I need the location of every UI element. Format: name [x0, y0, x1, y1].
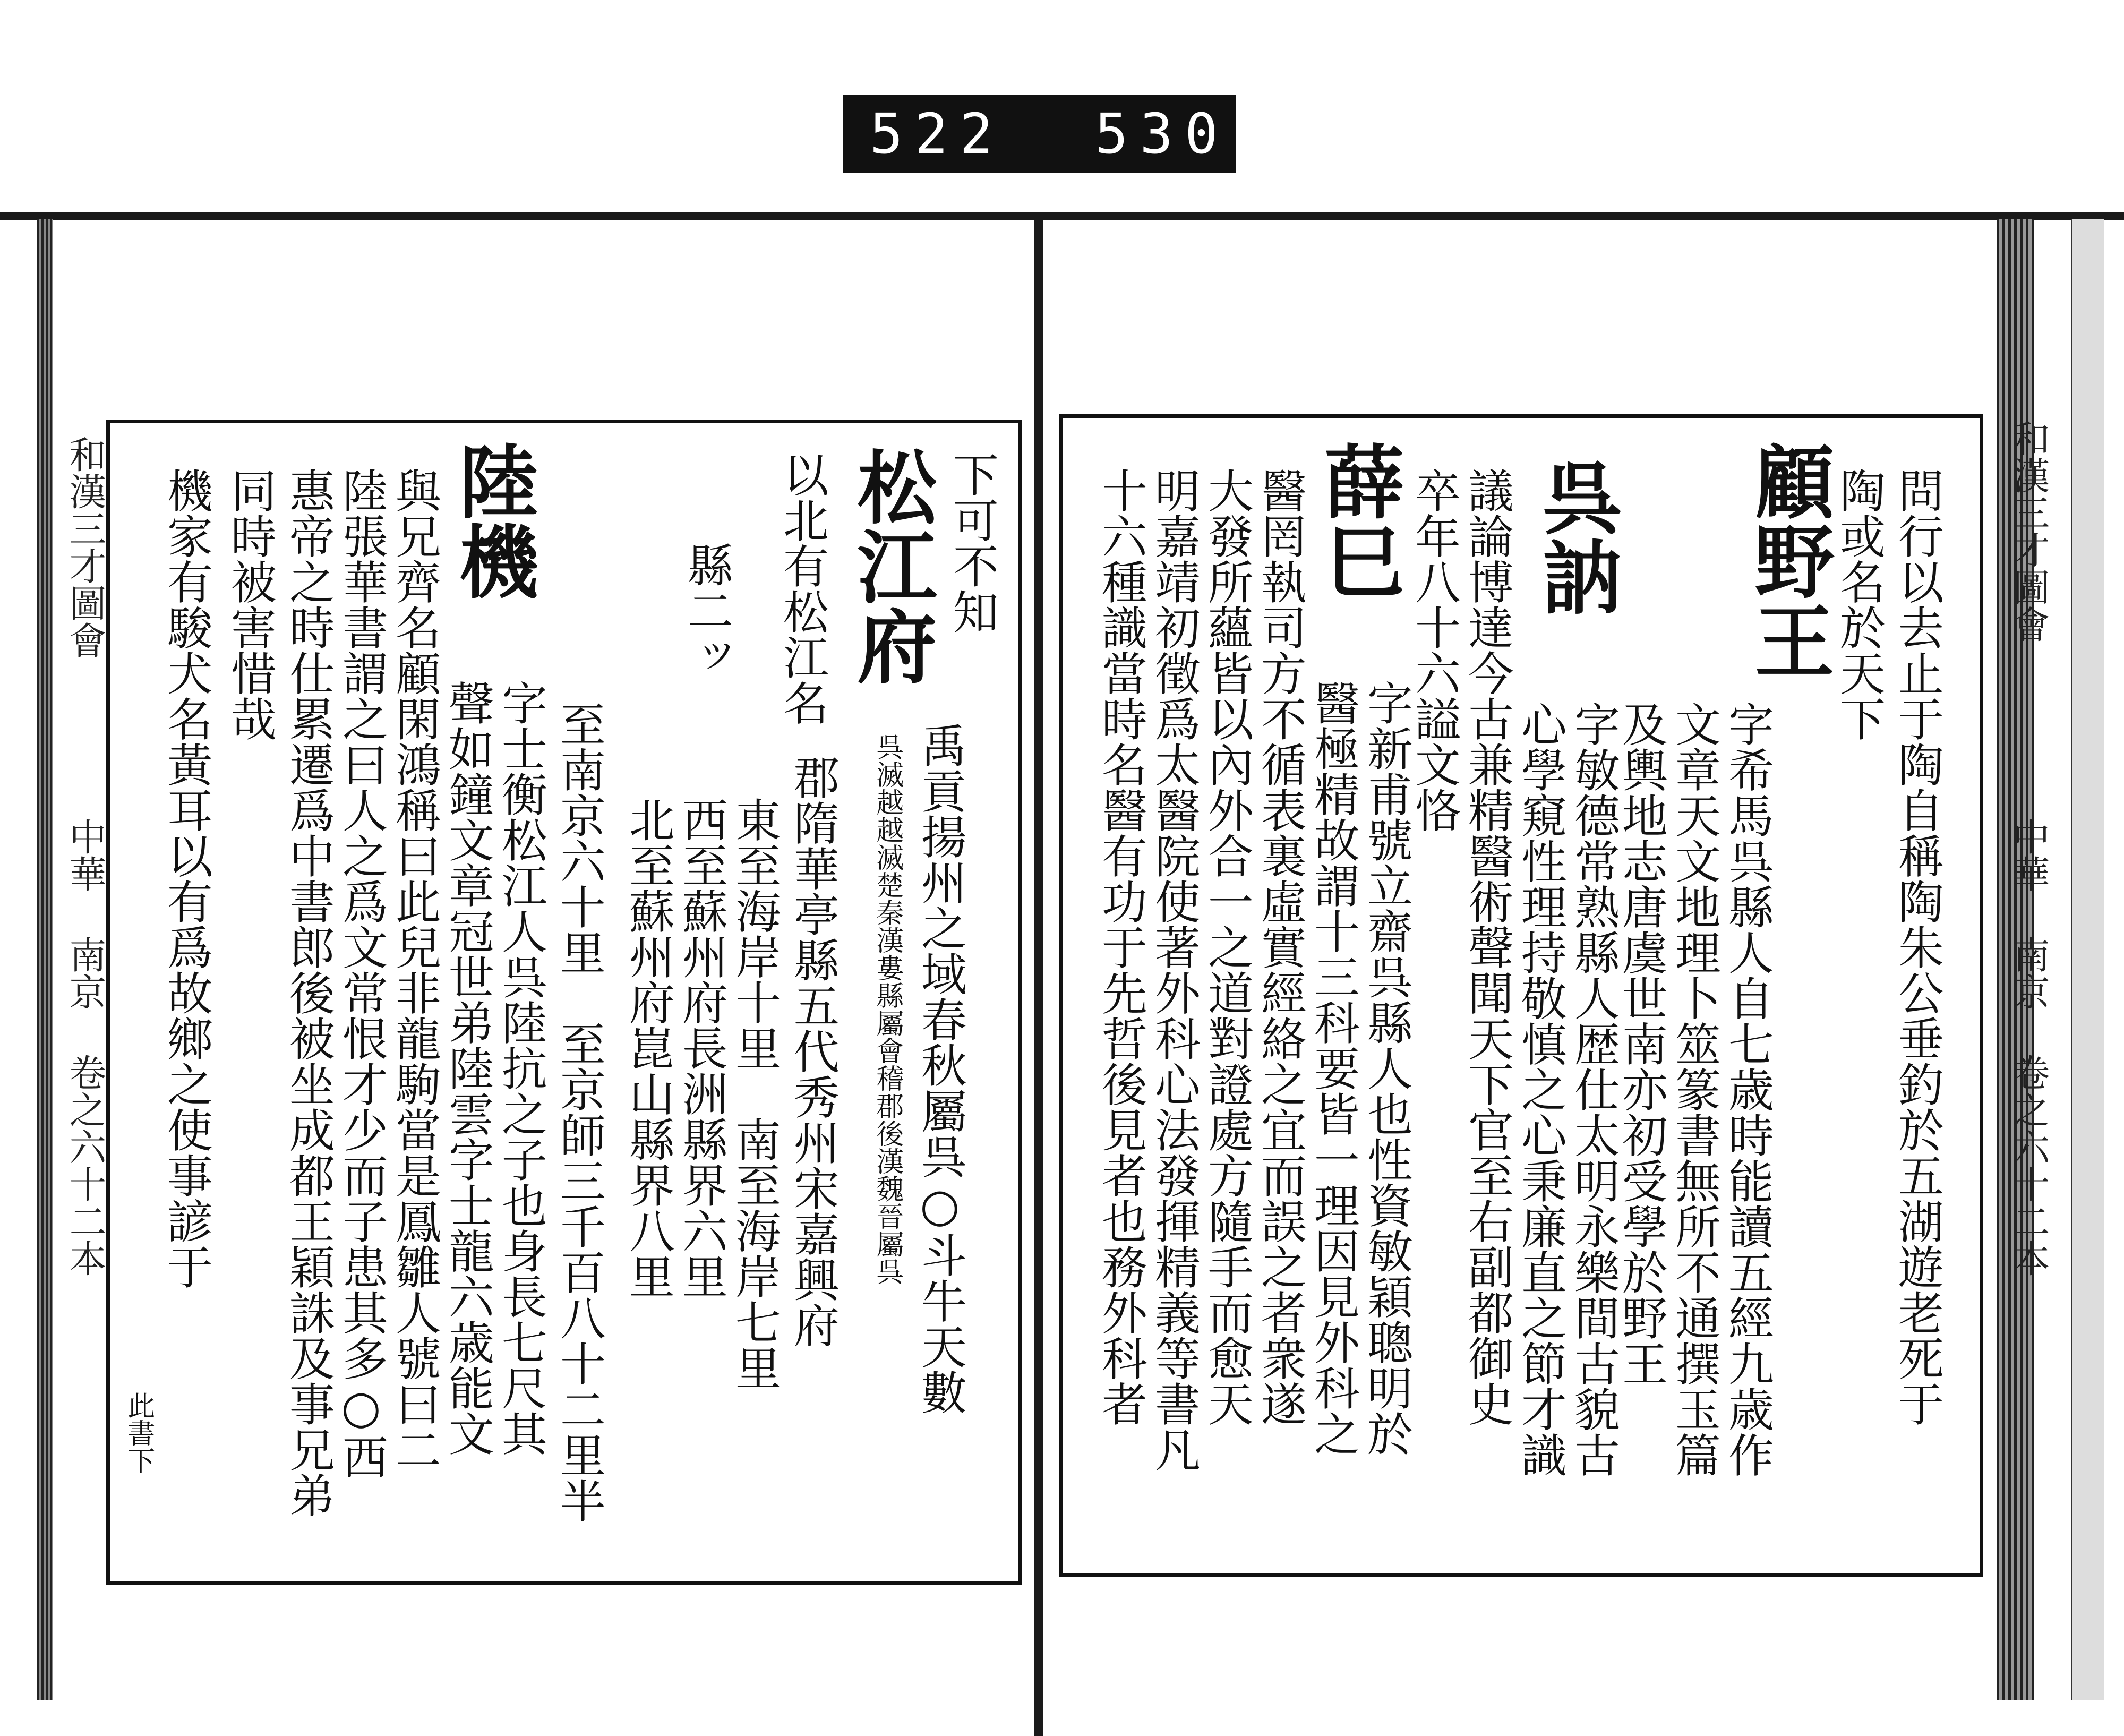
text-column: 此書下 — [122, 1391, 155, 1474]
text-column: 字希馬呉縣人自七歳時能讀五經九歳作 — [1720, 701, 1774, 1477]
text-column: 字新甫號立齋呉縣人也性資敏穎聰明於 — [1359, 680, 1412, 1456]
text-column: 北至蘇州府崑山縣界八里 — [621, 797, 674, 1299]
text-column: 聲如鐘文章冠世弟陸雲字士龍六歳能文 — [440, 680, 494, 1456]
text-column: 禹貢揚州之域春秋屬呉○斗牛天數 — [913, 722, 966, 1415]
margin-section-left: 中華 南京 卷之六十二本 — [63, 818, 107, 1277]
text-column: 同時被害惜哉 — [222, 467, 276, 741]
text-column: 字士衡松江人呉陸抗之子也身長七尺其 — [493, 680, 547, 1456]
binding-edge-top — [0, 212, 2124, 220]
text-column: 文章天文地理卜筮篆書無所不通撰玉篇 — [1667, 701, 1720, 1477]
text-column: 惠帝之時仕累遷爲中書郎後被坐成都王穎誅及事兄弟 — [281, 467, 335, 1518]
margin-section-right: 中華 南京 卷之六十二本 — [2007, 818, 2050, 1277]
text-column: 卒年八十六謚文恪 — [1407, 467, 1460, 833]
archive-number-plate — [843, 95, 1236, 173]
text-column: 議論博達今古兼精醫術聲聞天下官至右副都御史 — [1460, 467, 1513, 1426]
text-column: 陸張華書謂之曰人之爲文常恨才少而子患其多○西 — [334, 467, 388, 1480]
text-column: 醫罔執司方不循表裏虛實經絡之宜而誤之者衆遂 — [1253, 467, 1306, 1426]
text-column: 與兄齊名顧閑鴻稱曰此兒非龍駒當是鳳雛人號曰二 — [387, 467, 441, 1472]
entry-heading: 松江府 — [843, 446, 937, 685]
text-column: 字敏德常熟縣人歴仕太明永樂間古貌古 — [1566, 701, 1620, 1477]
text-column: 縣二ッ — [679, 542, 733, 679]
text-column: 陶或名於天下 — [1831, 467, 1885, 741]
text-column: 醫極精故謂十三科要皆一理因見外科之 — [1306, 680, 1359, 1456]
text-column: 問行以去止于陶自稱陶朱公垂釣於五湖遊老死于 — [1890, 467, 1943, 1426]
text-column: 至南京六十里 至京師三千百八十二里半 — [552, 701, 605, 1523]
text-column: 大發所蘊皆以內外合一之道對證處方隨手而愈天 — [1200, 467, 1253, 1426]
text-column: 郡隋華亭縣五代秀州宋嘉興府 — [785, 754, 839, 1348]
book-spine — [1034, 212, 1043, 1736]
text-column: 明嘉靖初徵爲太醫院使著外科心法發揮精義等書凡 — [1146, 467, 1200, 1472]
text-column: 以北有松江名 — [775, 451, 828, 725]
next-page-edge — [2071, 219, 2104, 1700]
text-column: 西至蘇州府長洲縣界六里 — [674, 797, 727, 1299]
margin-title-right: 和漢三才圖會 — [2007, 420, 2050, 643]
text-column: 十六種識當時名醫有功于先哲後見者也務外科者 — [1093, 467, 1147, 1426]
page-edge-left — [37, 219, 53, 1700]
text-column: 呉滅越越滅楚秦漢婁縣屬會稽郡後漢魏晉屬呉 — [871, 733, 903, 1285]
margin-title-left: 和漢三才圖會 — [63, 435, 107, 659]
plate-number-2: 530 — [1094, 101, 1230, 166]
plate-number-1: 522 — [870, 101, 1005, 166]
entry-heading: 陸機 — [445, 441, 539, 600]
text-column: 心學窺性理持敬慎之心秉廉直之節才識 — [1513, 701, 1566, 1477]
entry-heading: 顧野王 — [1741, 441, 1835, 680]
text-column: 東至海岸十里 南至海岸七里 — [727, 797, 781, 1390]
entry-heading: 薛巳 — [1311, 441, 1404, 600]
text-column: 機家有駿犬名黃耳以有爲故鄉之使事諺于 — [159, 467, 212, 1289]
entry-heading: 呉訥 — [1528, 457, 1622, 616]
text-column: 及輿地志唐虞世南亦初受學於野王 — [1614, 701, 1667, 1386]
text-column: 下可不知 — [945, 451, 998, 634]
